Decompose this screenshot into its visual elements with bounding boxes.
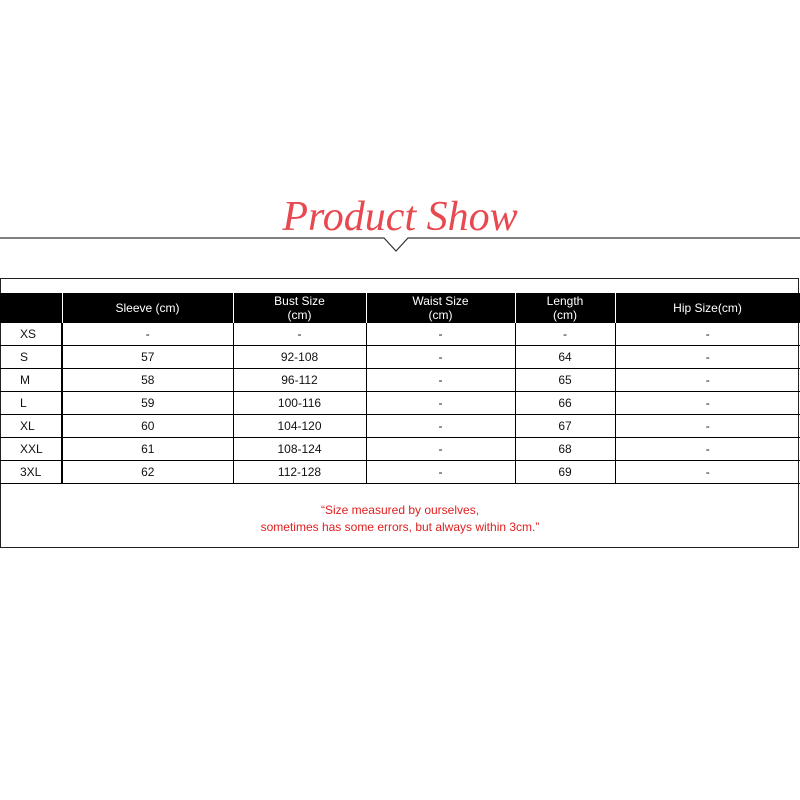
size-label-cell: M [0, 369, 62, 392]
size-label-cell: L [0, 392, 62, 415]
table-cell: - [366, 346, 515, 369]
table-cell: - [366, 323, 515, 346]
table-cell: - [515, 323, 615, 346]
header-corner [0, 293, 62, 323]
table-cell: 100-116 [233, 392, 366, 415]
table-cell: 62 [62, 461, 233, 484]
table-cell: - [615, 346, 800, 369]
table-row [0, 461, 800, 484]
table-row [0, 415, 800, 438]
table-cell: 66 [515, 392, 615, 415]
table-cell: 96-112 [233, 369, 366, 392]
table-row [0, 369, 800, 392]
table-cell: 92-108 [233, 346, 366, 369]
table-cell: 57 [62, 346, 233, 369]
column-header: Sleeve (cm) [62, 293, 233, 323]
table-header-row [0, 293, 800, 323]
table-cell: 65 [515, 369, 615, 392]
column-header: Hip Size(cm) [615, 293, 800, 323]
table-cell: - [366, 461, 515, 484]
table-cell: - [366, 392, 515, 415]
column-header: Bust Size (cm) [233, 293, 366, 323]
table-cell: - [615, 415, 800, 438]
size-note-line-1: “Size measured by ourselves, [320, 503, 480, 517]
table-cell: - [615, 438, 800, 461]
table-cell: 59 [62, 392, 233, 415]
table-cell: 112-128 [233, 461, 366, 484]
size-note-line-2: sometimes has some errors, but always within 3cm.” [260, 520, 540, 534]
table-cell: 58 [62, 369, 233, 392]
size-note [0, 502, 800, 536]
table-cell: 69 [515, 461, 615, 484]
size-label-cell: S [0, 346, 62, 369]
table-row [0, 346, 800, 369]
table-cell: - [366, 415, 515, 438]
table-body [0, 323, 800, 484]
column-header: Waist Size (cm) [366, 293, 515, 323]
table-cell: - [233, 323, 366, 346]
table-row [0, 323, 800, 346]
size-chart-table [0, 293, 800, 484]
size-label-cell: XXL [0, 438, 62, 461]
table-cell: 61 [62, 438, 233, 461]
page-title: Product Show [282, 194, 518, 240]
table-cell: - [62, 323, 233, 346]
table-row [0, 438, 800, 461]
size-label-cell: XS [0, 323, 62, 346]
table-cell: - [615, 369, 800, 392]
table-cell: - [615, 323, 800, 346]
table-cell: - [615, 461, 800, 484]
table-cell: 60 [62, 415, 233, 438]
table-cell: 68 [515, 438, 615, 461]
table-cell: - [366, 438, 515, 461]
column-header: Length (cm) [515, 293, 615, 323]
table-cell: 108-124 [233, 438, 366, 461]
table-cell: 64 [515, 346, 615, 369]
size-label-cell: XL [0, 415, 62, 438]
divider-line [0, 238, 800, 251]
table-cell: 104-120 [233, 415, 366, 438]
table-cell: 67 [515, 415, 615, 438]
table-cell: - [366, 369, 515, 392]
table-cell: - [615, 392, 800, 415]
table-row [0, 392, 800, 415]
title-divider [0, 0, 800, 260]
size-label-cell: 3XL [0, 461, 62, 484]
